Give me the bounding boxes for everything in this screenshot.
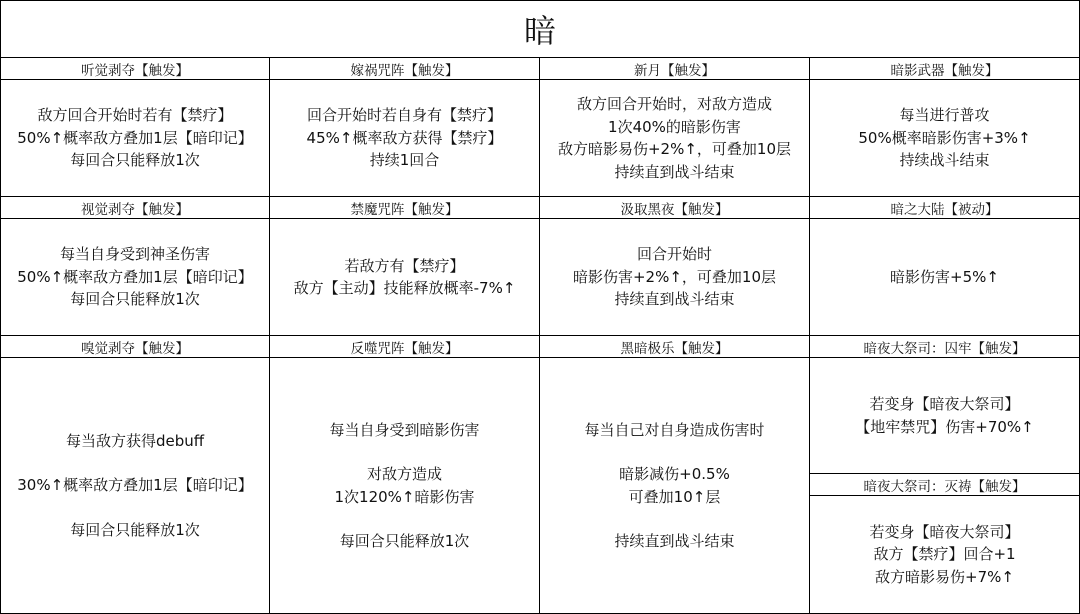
description-line: 持续1回合	[369, 151, 440, 170]
description-line: 每当自己对自身造成伤害时	[584, 420, 765, 439]
skill-name-cell: 黑暗极乐【触发】	[540, 336, 810, 358]
description-line: 50%↑概率敌方叠加1层【暗印记】	[17, 128, 253, 147]
skill-description	[810, 80, 1079, 197]
split-cell	[810, 358, 1079, 613]
skill-name-cell: 新月【触发】	[540, 58, 810, 80]
description-line: 持续战斗结束	[899, 151, 990, 170]
skill-description	[270, 219, 540, 336]
skill-description	[1, 219, 270, 336]
description-line: 敌方暗影易伤+7%↑	[875, 567, 1014, 586]
description-line: 每当敌方获得debuff	[65, 431, 205, 450]
description-line: 敌方暗影易伤+2%↑，可叠加10层	[557, 140, 792, 158]
description-line: 若敌方有【禁疗】	[344, 256, 465, 275]
skill-description	[1, 358, 270, 613]
skill-name-cell: 暗夜大祭司：灭祷【触发】	[810, 474, 1079, 496]
skill-description	[270, 80, 540, 197]
description-line: 回合开始时若自身有【禁疗】	[306, 106, 502, 125]
description-line: 每当进行普攻	[899, 106, 990, 125]
skill-description	[810, 496, 1079, 613]
skill-description	[1, 80, 270, 197]
skill-name-cell: 反噬咒阵【触发】	[270, 336, 540, 358]
skill-description	[810, 219, 1079, 336]
skill-description	[270, 358, 540, 613]
description-line: 对敌方造成	[366, 465, 442, 483]
skill-name-cell: 嫁祸咒阵【触发】	[270, 58, 540, 80]
skill-description	[540, 358, 810, 613]
skill-name-cell: 听觉剥夺【触发】	[1, 58, 270, 80]
skill-name-cell: 禁魔咒阵【触发】	[270, 197, 540, 219]
description-line: 暗影伤害+5%↑	[890, 267, 999, 286]
description-line: 持续直到战斗结束	[614, 532, 735, 550]
description-line: 30%↑概率敌方叠加1层【暗印记】	[17, 476, 253, 495]
description-line: 若变身【暗夜大祭司】	[869, 522, 1020, 541]
skill-grid	[1, 58, 1079, 613]
description-line: 50%↑概率敌方叠加1层【暗印记】	[17, 267, 253, 286]
description-line: 每回合只能释放1次	[70, 520, 200, 539]
skill-description	[540, 80, 810, 197]
skill-name-cell: 汲取黑夜【触发】	[540, 197, 810, 219]
skill-name-cell: 暗影武器【触发】	[810, 58, 1079, 80]
skill-name-cell: 视觉剥夺【触发】	[1, 197, 270, 219]
description-line: 暗影减伤+0.5%	[619, 465, 730, 483]
description-line: 回合开始时	[636, 245, 712, 264]
description-line: 持续直到战斗结束	[614, 290, 735, 309]
skill-name-cell: 暗之大陆【被动】	[810, 197, 1079, 219]
description-line: 每回合只能释放1次	[339, 532, 470, 550]
description-line: 可叠加10↑层	[628, 487, 721, 506]
description-line: 1次120%↑暗影伤害	[334, 487, 475, 506]
description-line: 若变身【暗夜大祭司】	[869, 395, 1020, 413]
description-line: 每回合只能释放1次	[70, 290, 200, 309]
page-title: 暗	[1, 1, 1079, 58]
description-line: 敌方回合开始时若有【禁疗】	[37, 106, 233, 125]
description-line: 45%↑概率敌方获得【禁疗】	[306, 128, 503, 147]
description-line: 敌方回合开始时，对敌方造成	[576, 95, 772, 113]
description-line: 1次40%的暗影伤害	[608, 117, 741, 136]
skill-description	[540, 219, 810, 336]
description-line: 持续直到战斗结束	[614, 162, 735, 181]
skill-description	[810, 358, 1079, 474]
description-line: 每当自身受到神圣伤害	[59, 245, 210, 264]
description-line: 50%概率暗影伤害+3%↑	[858, 128, 1031, 147]
description-line: 暗影伤害+2%↑，可叠加10层	[572, 267, 777, 286]
description-line: 敌方【禁疗】回合+1	[873, 545, 1016, 564]
description-line: 【地牢禁咒】伤害+70%↑	[855, 417, 1034, 436]
description-line: 每回合只能释放1次	[70, 151, 200, 170]
description-line: 每当自身受到暗影伤害	[329, 420, 480, 439]
skill-name-cell: 暗夜大祭司：囚牢【触发】	[810, 336, 1079, 358]
skill-name-cell: 嗅觉剥夺【触发】	[1, 336, 270, 358]
description-line: 敌方【主动】技能释放概率-7%↑	[293, 279, 516, 297]
